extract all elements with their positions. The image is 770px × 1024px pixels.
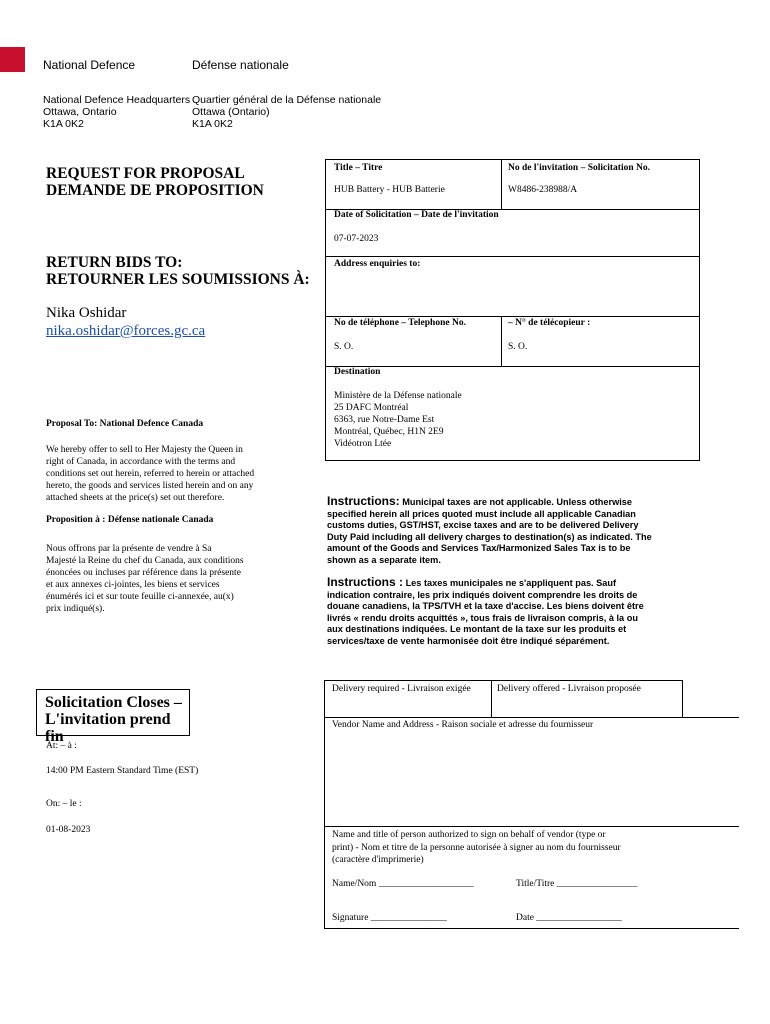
fax-label: – N° de télécopieur :	[508, 318, 591, 328]
offer-text-fr: Nous offrons par la présente de vendre à Sa Majesté la Reine du chef du Canada, aux conditions énoncées ou incluses par référence dans la présente et aux annexes ci-jointes, les biens et services énumérés ici et sur toute feuille ci-annexée, au(x) prix indiqué(s).	[46, 544, 244, 614]
solicitation-no-label: No de l'invitation – Solicitation No.	[508, 163, 650, 173]
authorized-person-label: Name and title of person authorized to sign on behalf of vendor (type or print) - Nom et titre de la personne autorisée à signer au nom du fournisseur (caractère d'imprimerie)	[332, 830, 621, 865]
address-en: National Defence Headquarters Ottawa, Ontario K1A 0K2	[43, 94, 191, 130]
closing-date: 01-08-2023	[46, 825, 91, 835]
instructions-fr: Instructions : Les taxes municipales ne s'appliquent pas. Sauf indication contraire, les prix indiqués doivent comprendre les droits de douane canadiens, la TPS/TVH et la taxe d'accise. Les biens doivent être livrés « rendu droits acquittés », tous frais de livraison compris, à la ou aux destinations indiquées. Le montant de la taxe sur les produits et services/taxe de vente harmonisée doit être indiqué séparément.	[327, 575, 644, 646]
offer-text-en: We hereby offer to sell to Her Majesty the Queen in right of Canada, in accordance with the terms and conditions set out herein, referred to herein or attached hereto, the goods and services listed herein and on any attached sheets at the price(s) set out therefore.	[46, 445, 255, 503]
title-field[interactable]: Title/Titre _________________	[516, 879, 638, 889]
date-field[interactable]: Date __________________	[516, 913, 622, 923]
title-value: HUB Battery - HUB Batterie	[334, 185, 445, 195]
dept-name-fr: Défense nationale	[192, 58, 289, 72]
phone-value: S. O.	[334, 342, 354, 352]
enquiries-label: Address enquiries to:	[334, 259, 421, 269]
solicitation-no-value: W8486-238988/A	[508, 185, 578, 195]
address-fr: Quartier général de la Défense nationale Ottawa (Ontario) K1A 0K2	[192, 94, 382, 130]
proposal-to-fr: Proposition à : Défense nationale Canada	[46, 515, 214, 525]
fax-value: S. O.	[508, 342, 528, 352]
dept-name-en: National Defence	[43, 58, 136, 72]
rfp-title: REQUEST FOR PROPOSAL DEMANDE DE PROPOSITION	[46, 165, 264, 199]
date-value: 07-07-2023	[334, 234, 379, 244]
solicitation-closes-box	[36, 689, 190, 745]
instructions-en: Instructions: Municipal taxes are not applicable. Unless otherwise specified herein all prices quoted must include all applicable Canadian customs duties, GST/HST, excise taxes and are to be delivered Delivery Duty Paid including all delivery charges to destination(s) as indicated. The amount of the Goods and Services Tax/Harmonized Sales Tax is to be shown as a separate item.	[327, 494, 652, 565]
title-label: Title – Titre	[334, 163, 383, 173]
closing-at-label: At: – à :	[46, 741, 77, 751]
contact-email-link[interactable]: nika.oshidar@forces.gc.ca	[46, 323, 206, 339]
closes-title: Solicitation Closes – L'invitation prend fin	[45, 694, 182, 745]
solicitation-info-box	[325, 159, 700, 461]
vendor-box	[324, 680, 683, 929]
closing-on-label: On: – le :	[46, 799, 82, 809]
closing-time: 14:00 PM Eastern Standard Time (EST)	[46, 766, 199, 776]
instructions-en-heading: Instructions:	[327, 494, 400, 508]
destination-label: Destination	[334, 367, 381, 377]
signature-field[interactable]: Signature ________________	[332, 913, 447, 923]
date-label: Date of Solicitation – Date de l'invitation	[334, 210, 499, 220]
delivery-offered-field[interactable]: Delivery offered - Livraison proposée	[497, 684, 641, 694]
proposal-to-en: Proposal To: National Defence Canada	[46, 419, 204, 429]
vendor-name-address-field[interactable]: Vendor Name and Address - Raison sociale et adresse du fournisseur	[332, 720, 594, 730]
phone-label: No de téléphone – Telephone No.	[334, 318, 466, 328]
name-field[interactable]: Name/Nom ____________________	[332, 879, 474, 889]
destination-address: Ministère de la Défense nationale 25 DAFC Montréal 6363, rue Notre-Dame Est Montréal, Québec, H1N 2E9 Vidéotron Ltée	[334, 391, 462, 449]
return-bids-title: RETURN BIDS TO: RETOURNER LES SOUMISSIONS À:	[46, 254, 310, 288]
contact-name: Nika Oshidar	[46, 305, 127, 321]
canada-flag-icon	[0, 47, 25, 72]
instructions-fr-heading: Instructions :	[327, 575, 404, 589]
delivery-required-field[interactable]: Delivery required - Livraison exigée	[332, 684, 471, 694]
